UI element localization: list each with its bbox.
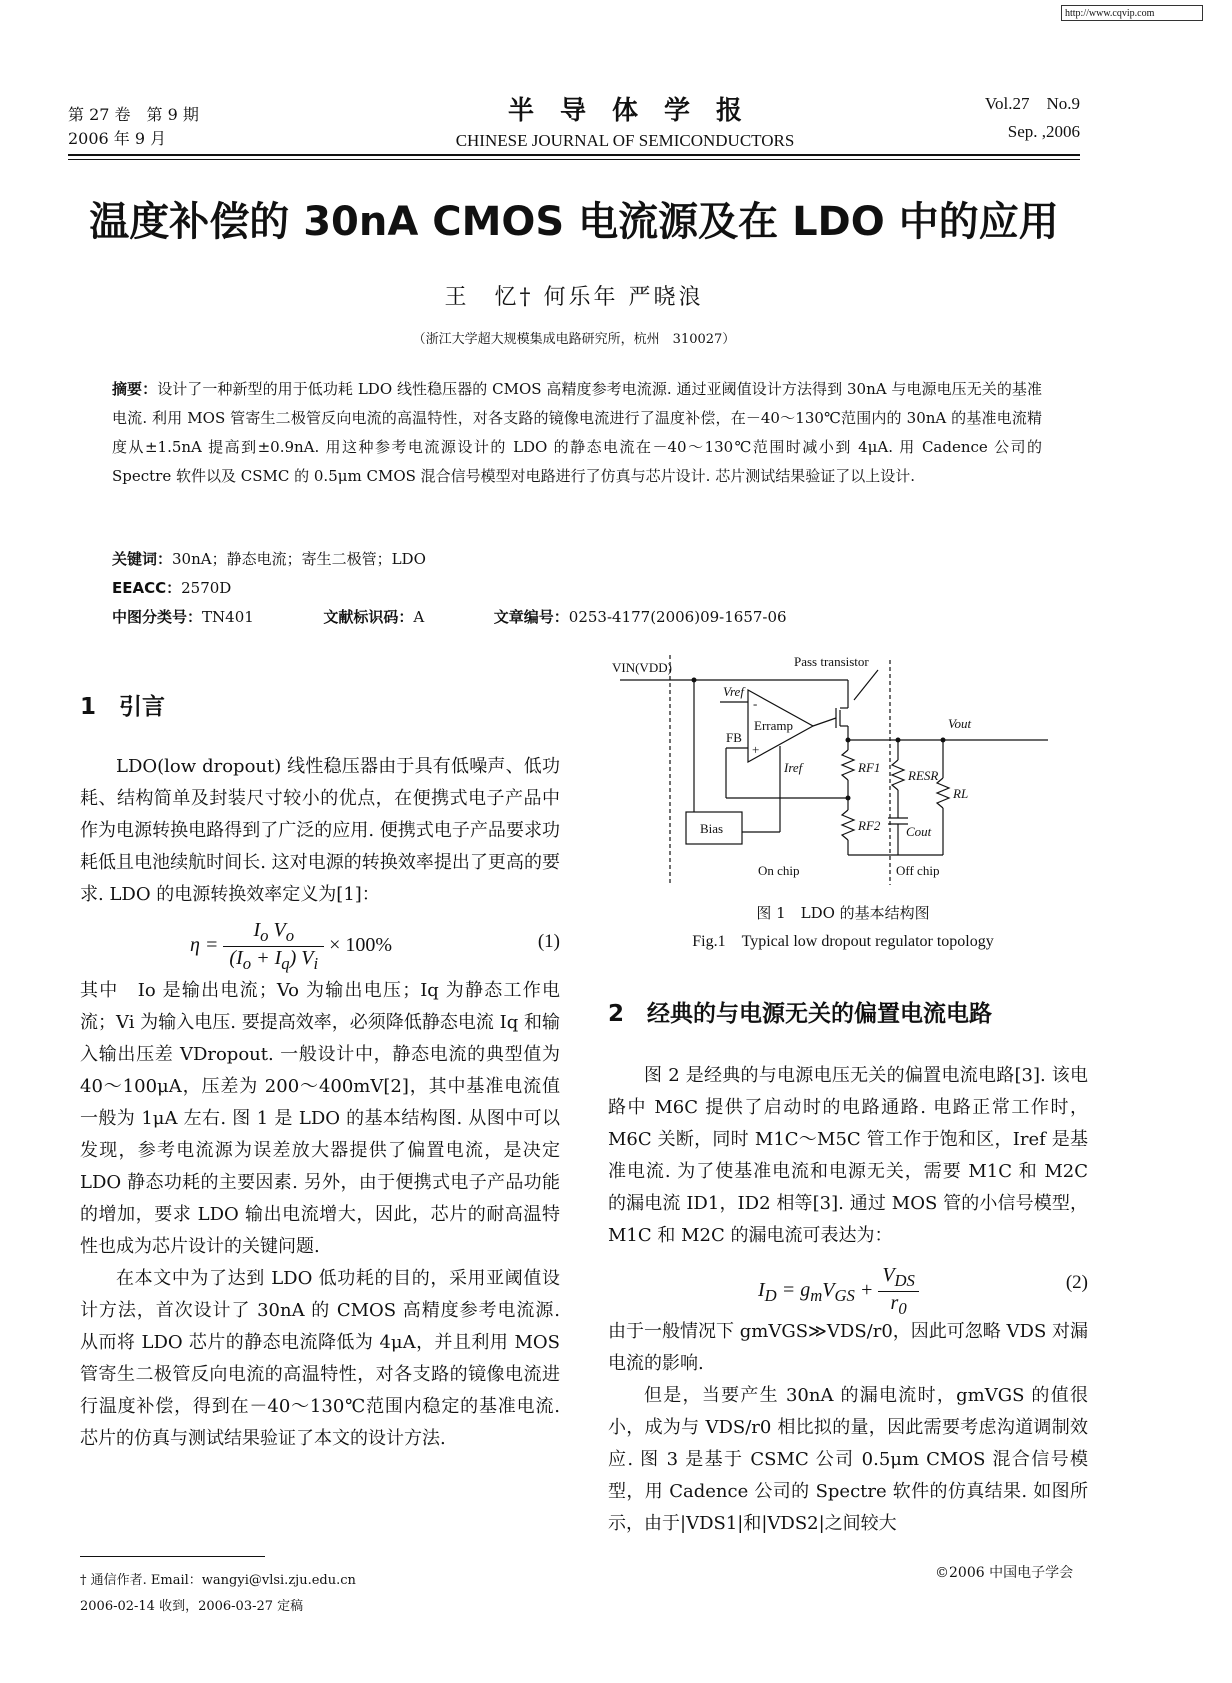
footnote: [80, 1568, 356, 1620]
label-vout: Vout: [948, 716, 972, 731]
source-url[interactable]: http://www.cqvip.com: [1061, 5, 1203, 21]
figure-1-circuit: [608, 650, 1078, 890]
date-en: Sep. ,2006: [1007, 122, 1080, 141]
label-cout: Cout: [906, 824, 932, 839]
label-fb: FB: [726, 730, 742, 745]
keywords-block: [112, 545, 1042, 632]
eeacc-label: EEACC：: [112, 579, 182, 597]
keywords-label: 关键词：: [112, 550, 173, 568]
header-right: [985, 90, 1080, 146]
section-1-paragraph-1: LDO(low dropout) 线性稳压器由于具有低噪声、低功耗、结构简单及封装尺寸较小的优点，在便携式电子产品中作为电源转换电路得到了广泛的应用. 便携式电子产品要求功耗低且电池续航时间长. 这对电源的转换效率提出了更高的要求. LDO 的电源转换效率定义为[1]：: [80, 756, 560, 905]
abstract: [112, 375, 1042, 491]
label-vin: VIN(VDD): [612, 660, 672, 675]
section-1-paragraph-3: 在本文中为了达到 LDO 低功耗的目的，采用亚阈值设计方法，首次设计了 30nA 的 CMOS 高精度参考电流源. 从而将 LDO 芯片的静态电流降低为 4μA，并且利用 MOS 管寄生二极管反向电流的高温特性，对各支路的镜像电流进行温度补偿，得到在－40～130℃范围内稳定的基准电流. 芯片的仿真与测试结果验证了本文的设计方法.: [80, 1268, 560, 1449]
section-2-heading: 2 经典的与电源无关的偏置电流电路: [608, 1001, 993, 1027]
section-1-heading: 1 引言: [80, 694, 166, 720]
label-bias: Bias: [700, 821, 724, 836]
journal-name-cn: 半导体学报: [507, 96, 768, 126]
keywords: 30nA；静态电流；寄生二极管；LDO: [172, 550, 426, 568]
clc-label: 中图分类号：: [112, 608, 203, 626]
label-on-chip: On chip: [758, 863, 800, 878]
header-rule: [68, 154, 1080, 156]
equation-2-number: (2): [1065, 1272, 1088, 1293]
label-rf2: RF2: [858, 818, 881, 833]
doc-code-label: 文献标识码：: [323, 608, 414, 626]
right-column: [608, 995, 1088, 1540]
section-1-paragraph-2: 其中 Io 是输出电流；Vo 为输出电压；Iq 为静态工作电流；Vi 为输入电压. 要提高效率，必须降低静态电流 Iq 和输入输出压差 VDropout. 一般设计中，静态电流的典型值为 40～100μA，压差为 200～400mV[2]，其中基准电流值一般为 1μA 左右. 图 1 是 LDO 的基本结构图. 从图中可以发现，参考电流源为误差放大器提供了偏置电流，是决定 LDO 静态功耗的主要因素. 另外，由于便携式电子产品功能的增加，要求 LDO 输出电流增大，因此，芯片的耐高温特性也成为芯片设计的关键问题.: [80, 980, 560, 1257]
section-2-paragraph-2: 由于一般情况下 gmVGS≫VDS/r0，因此可忽略 VDS 对漏电流的影响.: [608, 1321, 1088, 1374]
equation-2-formula: $I_D = g_mV_{GS}$ + $V_{DS}$ $r_0$: [758, 1264, 919, 1319]
clc: TN401: [202, 608, 254, 626]
label-plus: +: [752, 742, 760, 757]
label-resr: RESR: [908, 768, 939, 783]
abstract-text: 设计了一种新型的用于低功耗 LDO 线性稳压器的 CMOS 高精度参考电流源. 通过亚阈值设计方法得到 30nA 与电源电压无关的基准电流. 利用 MOS 管寄生二极管反向电流的高温特性，对各支路的镜像电流进行了温度补偿，在－40～130℃范围内的 30nA 的基准电流精度从±1.5nA 提高到±0.9nA. 用这种参考电流源设计的 LDO 的静态电流在－40～130℃范围时减小到 4μA. 用 Cadence 公司的 Spectre 软件以及 CSMC 的 0.5μm CMOS 混合信号模型对电路进行了仿真与芯片设计. 芯片测试结果验证了以上设计.: [112, 380, 1042, 485]
label-minus: -: [753, 696, 758, 711]
label-erramp: Erramp: [754, 718, 793, 733]
equation-1-formula: η = $\frac{I_o V_o}{(I_o + I_q) V_i}$ × 100%: [190, 919, 393, 973]
label-vref: Vref: [723, 684, 744, 699]
abstract-label: 摘要：: [112, 380, 158, 398]
section-2-paragraph-1: 图 2 是经典的与电源电压无关的偏置电流电路[3]. 该电路中 M6C 提供了启动时的电路通路. 电路正常工作时，M6C 关断，同时 M1C～M5C 管工作于饱和区，Iref 是基准电流. 为了使基准电流和电源无关，需要 M1C 和 M2C 的漏电流 ID1，ID2 相等[3]. 通过 MOS 管的小信号模型，M1C 和 M2C 的漏电流可表达为：: [608, 1065, 1088, 1246]
equation-2: [608, 1252, 1088, 1316]
label-off-chip: Off chip: [896, 863, 940, 878]
header-left: [68, 103, 199, 151]
label-rl: RL: [953, 786, 969, 801]
paper-title: 温度补偿的 30nA CMOS 电流源及在 LDO 中的应用: [89, 199, 1059, 245]
authors: 王 忆† 何乐年 严晓浪: [444, 285, 704, 310]
date-cn: 2006 年 9 月: [68, 129, 167, 148]
journal-name-en: CHINESE JOURNAL OF SEMICONDUCTORS: [455, 131, 795, 150]
figure-1-caption-en: Fig.1 Typical low dropout regulator topology: [692, 933, 994, 950]
affiliation: （浙江大学超大规模集成电路研究所，杭州 310027）: [412, 332, 736, 347]
article-no: 0253-4177(2006)09-1657-06: [568, 608, 787, 626]
copyright: ©2006 中国电子学会: [935, 1565, 1074, 1581]
footnote-dates: 2006-02-14 收到，2006-03-27 定稿: [80, 1599, 304, 1614]
volume-issue-en: Vol.27 No.9: [984, 94, 1080, 113]
equation-1-number: (1): [537, 931, 560, 952]
footnote-rule: [80, 1556, 265, 1557]
label-iref: Iref: [784, 760, 803, 775]
label-rf1: RF1: [858, 760, 881, 775]
left-column: [80, 660, 560, 1455]
header-rule-thin: [68, 159, 1080, 160]
figure-1-caption-cn: 图 1 LDO 的基本结构图: [756, 904, 930, 922]
section-2-paragraph-3: 但是，当要产生 30nA 的漏电流时，gmVGS 的值很小，成为与 VDS/r0 相比拟的量，因此需要考虑沟道调制效应. 图 3 是基于 CSMC 公司 0.5μm CMOS 混合信号模型，用 Cadence 公司的 Spectre 软件的仿真结果. 如图所示，由于|VDS1|和|VDS2|之间较大: [608, 1385, 1088, 1534]
eeacc: 2570D: [181, 579, 232, 597]
doc-code: A: [413, 608, 425, 626]
journal-name: [330, 90, 920, 151]
article-no-label: 文章编号：: [493, 608, 569, 626]
label-pass-transistor: Pass transistor: [794, 654, 869, 669]
volume-issue-cn: 第 27 卷 第 9 期: [68, 105, 199, 124]
footnote-email: † 通信作者. Email：wangyi@vlsi.zju.edu.cn: [80, 1573, 356, 1588]
equation-1: [80, 911, 560, 975]
